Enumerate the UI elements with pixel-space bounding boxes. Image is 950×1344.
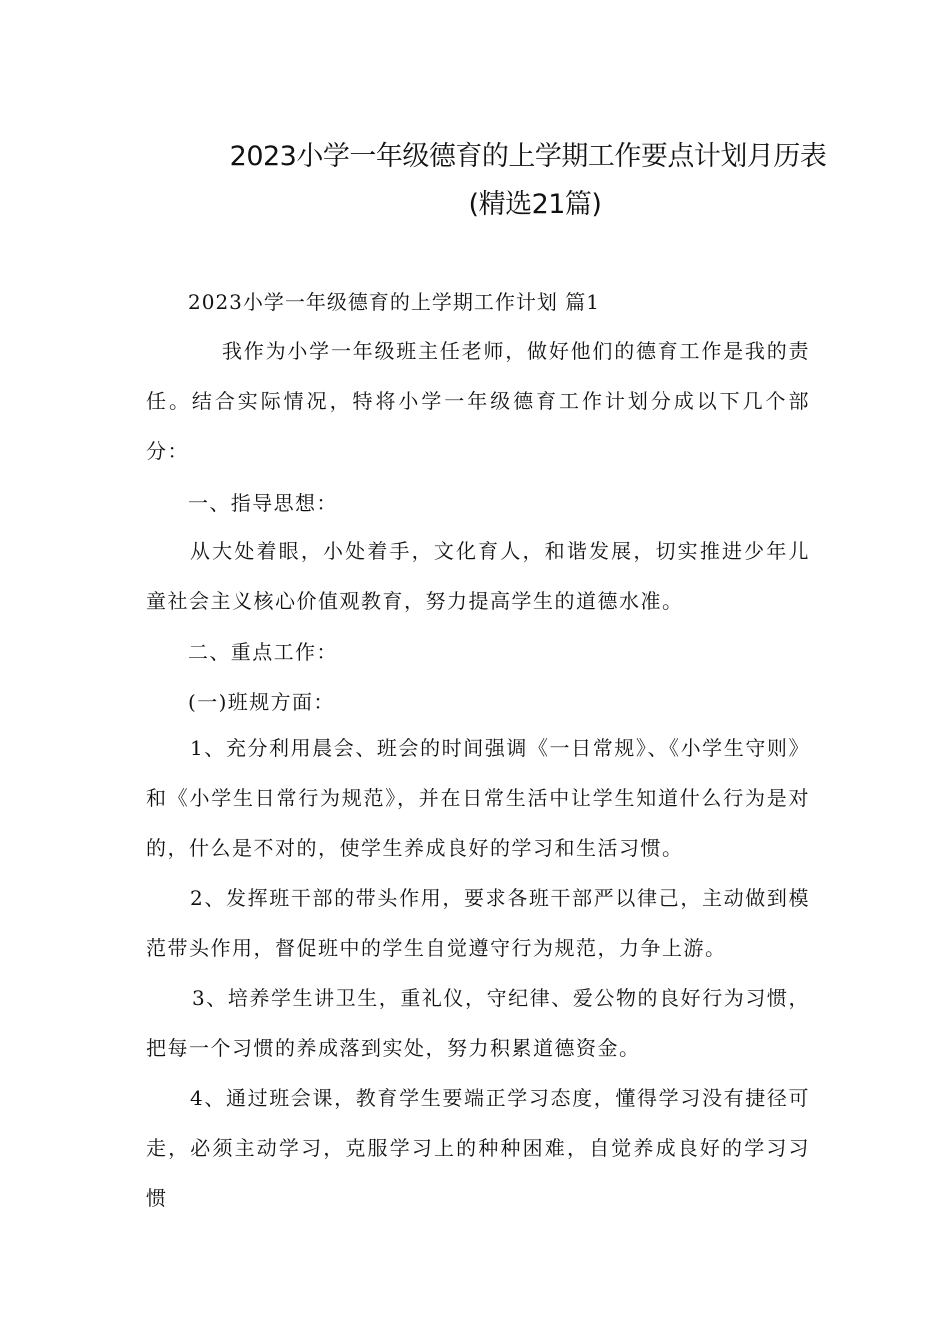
list-item-3: 3、培养学生讲卫生，重礼仪，守纪律、爱公物的良好行为习惯，把每一个习惯的养成落到实处，努力积累道德资金。	[146, 986, 810, 1060]
document-title-line-1: 2023小学一年级德育的上学期工作要点计划月历表	[229, 141, 827, 172]
list-item-1: 1、充分利用晨会、班会的时间强调《一日常规》、《小学生守则》和《小学生日常行为规范》，并在日常生活中让学生知道什么行为是对的，什么是不对的，使学生养成良好的学习和生活习惯。	[146, 736, 810, 860]
sub-heading-class-rules: (一)班规方面：	[188, 690, 335, 714]
heading-guiding-ideology: 一、指导思想：	[188, 491, 338, 515]
guiding-ideology-paragraph: 从大处着眼，小处着手，文化育人，和谐发展，切实推进少年儿童社会主义核心价值观教育，努力提高学生的道德水准。	[146, 539, 810, 613]
intro-paragraph: 我作为小学一年级班主任老师，做好他们的德育工作是我的责任。结合实际情况，特将小学一年级德育工作计划分成以下几个部分：	[146, 339, 810, 463]
heading-key-work: 二、重点工作：	[188, 640, 338, 664]
section-heading: 2023小学一年级德育的上学期工作计划 篇1	[188, 290, 600, 314]
document-title-line-2: (精选21篇)	[468, 189, 602, 220]
list-item-2: 2、发挥班干部的带头作用，要求各班干部严以律己，主动做到模范带头作用，督促班中的学生自觉遵守行为规范，力争上游。	[146, 886, 810, 960]
list-item-4: 4、通过班会课，教育学生要端正学习态度，懂得学习没有捷径可走，必须主动学习，克服学习上的种种困难，自觉养成良好的学习习惯	[146, 1086, 810, 1210]
